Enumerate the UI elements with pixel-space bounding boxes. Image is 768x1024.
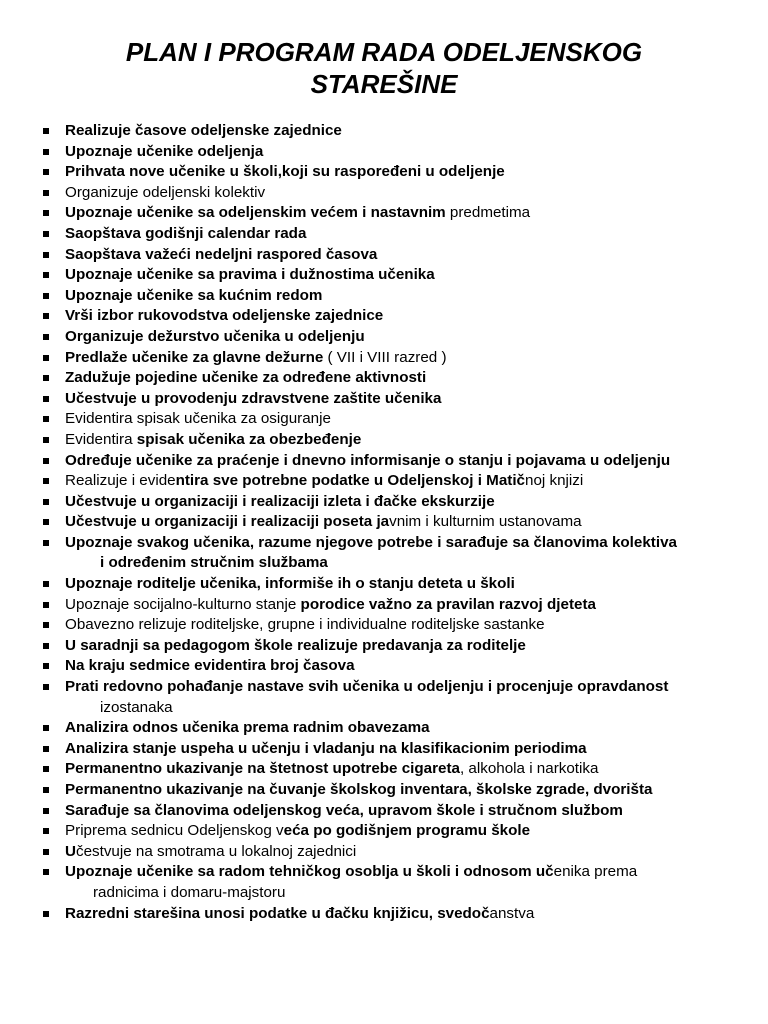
- item-text: Upoznaje učenike sa odeljenskim većem i nastavnim: [65, 204, 446, 222]
- list-item: [42, 862, 762, 903]
- square-bullet-icon: [43, 458, 49, 464]
- item-text-normal: ( VII i VIII razred ): [323, 348, 447, 366]
- item-text: Realizuje i evide: [65, 472, 176, 490]
- item-text: Prihvata nove učenike u školi,koji su raspoređeni u odeljenje: [65, 163, 505, 181]
- square-bullet-icon: [43, 643, 49, 649]
- item-text: Učestvuje u organizaciji i realizaciji poseta ja: [65, 513, 390, 531]
- item-text: Permanentno ukazivanje na čuvanje školskog inventara, školske zgrade, dvorišta: [65, 781, 653, 798]
- square-bullet-icon: [43, 416, 49, 422]
- list-item: [42, 245, 762, 266]
- item-text-normal: vnim i kulturnim ustanovama: [389, 513, 582, 531]
- item-text: U: [65, 842, 76, 860]
- square-bullet-icon: [43, 128, 49, 134]
- item-text: Prati redovno pohađanje nastave svih učenika u odeljenju i procenjuje opravdanost: [65, 678, 669, 696]
- list-item: [42, 224, 762, 245]
- item-text: Permanentno ukazivanje na štetnost upotrebe cigareta: [65, 760, 460, 778]
- list-item: [42, 821, 762, 842]
- list-item: [42, 842, 762, 863]
- item-text: Sarađuje sa članovima odeljenskog veća, upravom škole i stručnom službom: [65, 801, 623, 819]
- item-text: Evidentira spisak učenika za osiguranje: [65, 410, 331, 428]
- list-item: [42, 533, 762, 574]
- square-bullet-icon: [43, 355, 49, 361]
- item-text-continuation: i određenim stručnim službama: [100, 554, 328, 572]
- item-text: Upoznaje svakog učenika, razume njegove potrebe i sarađuje sa članovima kolektiva: [65, 533, 677, 551]
- page-title: [0, 36, 768, 100]
- list-item: [42, 451, 762, 472]
- item-text: Upoznaje roditelje učenika, informiše ih o stanju deteta u školi: [65, 575, 515, 593]
- item-text: Saopštava godišnji calendar rada: [65, 224, 307, 242]
- square-bullet-icon: [43, 210, 49, 216]
- square-bullet-icon: [43, 808, 49, 814]
- square-bullet-icon: [43, 293, 49, 299]
- list-item: [42, 306, 762, 327]
- list-item: [42, 121, 762, 142]
- item-text-normal: enika prema: [553, 863, 638, 881]
- square-bullet-icon: [43, 478, 49, 484]
- list-item: [42, 286, 762, 307]
- item-text: Organizuje odeljenski kolektiv: [65, 183, 266, 201]
- list-item: [42, 430, 762, 451]
- item-text: Priprema sednicu Odeljenskog v: [65, 822, 284, 840]
- list-item: [42, 203, 762, 224]
- item-text-bold: porodice važno za pravilan razvoj djeteta: [300, 595, 596, 613]
- item-text: Realizuje časove odeljenske zajednice: [65, 122, 342, 139]
- item-text: Evidentira: [65, 430, 137, 448]
- item-text: Upoznaje učenike sa pravima i dužnostima učenika: [65, 266, 435, 284]
- square-bullet-icon: [43, 911, 49, 917]
- list-item: [42, 636, 762, 657]
- list-item: [42, 595, 762, 616]
- list-item: [42, 471, 762, 492]
- task-list: [42, 121, 762, 924]
- item-text-normal: noj knjizi: [525, 472, 584, 490]
- item-text: Organizuje dežurstvo učenika u odeljenju: [65, 327, 365, 345]
- item-text-normal: anstva: [489, 904, 535, 922]
- list-item: [42, 801, 762, 822]
- list-item: [42, 615, 762, 636]
- list-item: [42, 780, 762, 801]
- item-text: Učestvuje u provodenju zdravstvene zaštite učenika: [65, 389, 442, 407]
- item-text: Zadužuje pojedine učenike za određene aktivnosti: [65, 369, 427, 387]
- list-item: [42, 265, 762, 286]
- item-text: Analizira stanje uspeha u učenju i vladanju na klasifikacionim periodima: [65, 739, 587, 757]
- list-item: [42, 142, 762, 163]
- square-bullet-icon: [43, 684, 49, 690]
- item-text-continuation: izostanaka: [100, 698, 173, 716]
- square-bullet-icon: [43, 396, 49, 402]
- item-text: Predlaže učenike za glavne dežurne: [65, 348, 324, 366]
- list-item: [42, 492, 762, 513]
- list-item: [42, 718, 762, 739]
- square-bullet-icon: [43, 272, 49, 278]
- item-text: U saradnji sa pedagogom škole realizuje predavanja za roditelje: [65, 636, 526, 654]
- item-text: Obavezno relizuje roditeljske, grupne i individualne roditeljske sastanke: [65, 616, 545, 634]
- square-bullet-icon: [43, 190, 49, 196]
- list-item: [42, 183, 762, 204]
- list-item: [42, 348, 762, 369]
- item-text: Upoznaje učenike sa kućnim redom: [65, 286, 323, 304]
- item-text-normal: , alkohola i narkotika: [459, 760, 599, 778]
- square-bullet-icon: [43, 149, 49, 155]
- square-bullet-icon: [43, 499, 49, 505]
- list-item: [42, 389, 762, 410]
- list-item: [42, 409, 762, 430]
- square-bullet-icon: [43, 313, 49, 319]
- square-bullet-icon: [43, 849, 49, 855]
- item-text: Upoznaje učenike sa radom tehničkog osoblja u školi i odnosom uč: [65, 863, 554, 881]
- item-text: Saopštava važeći nedeljni raspored časova: [65, 245, 378, 263]
- list-item: [42, 327, 762, 348]
- item-text-bold: spisak učenika za obezbeđenje: [136, 430, 362, 448]
- item-text-bold: eća po godišnjem programu škole: [283, 822, 531, 840]
- square-bullet-icon: [43, 869, 49, 875]
- item-text: Na kraju sedmice evidentira broj časova: [65, 657, 355, 675]
- item-text: Upoznaje socijalno-kulturno stanje: [65, 595, 301, 613]
- square-bullet-icon: [43, 725, 49, 731]
- list-item: [42, 656, 762, 677]
- square-bullet-icon: [43, 622, 49, 628]
- item-text: Upoznaje učenike odeljenja: [65, 142, 264, 160]
- list-item: [42, 677, 762, 718]
- square-bullet-icon: [43, 828, 49, 834]
- square-bullet-icon: [43, 519, 49, 525]
- item-text: Razredni starešina unosi podatke u đačku knjižicu, svedoč: [65, 904, 490, 922]
- square-bullet-icon: [43, 375, 49, 381]
- list-item: [42, 368, 762, 389]
- title-line-1: PLAN I PROGRAM RADA ODELJENSKOG: [125, 37, 643, 67]
- item-text-continuation: radnicima i domaru-majstoru: [93, 883, 286, 901]
- square-bullet-icon: [43, 663, 49, 669]
- list-item: [42, 162, 762, 183]
- item-text-normal: predmetima: [445, 204, 531, 222]
- item-text-normal: čestvuje na smotrama u lokalnoj zajednici: [75, 842, 357, 860]
- list-item: [42, 904, 762, 925]
- item-text: Određuje učenike za praćenje i dnevno informisanje o stanju i pojavama u odeljenju: [65, 451, 671, 469]
- square-bullet-icon: [43, 602, 49, 608]
- item-text: Analizira odnos učenika prema radnim obavezama: [65, 719, 430, 737]
- square-bullet-icon: [43, 766, 49, 772]
- square-bullet-icon: [43, 437, 49, 443]
- square-bullet-icon: [43, 334, 49, 340]
- square-bullet-icon: [43, 231, 49, 237]
- list-item: [42, 574, 762, 595]
- item-text: Vrši izbor rukovodstva odeljenske zajednice: [65, 307, 384, 325]
- list-item: [42, 759, 762, 780]
- square-bullet-icon: [43, 746, 49, 752]
- item-text-bold: ntira sve potrebne podatke u Odeljenskoj i Matič: [175, 472, 525, 490]
- item-text: Učestvuje u organizaciji i realizaciji izleta i đačke ekskurzije: [65, 492, 495, 510]
- list-item: [42, 739, 762, 760]
- list-item: [42, 512, 762, 533]
- square-bullet-icon: [43, 540, 49, 546]
- square-bullet-icon: [43, 252, 49, 258]
- title-line-2: STAREŠINE: [310, 69, 458, 99]
- square-bullet-icon: [43, 787, 49, 793]
- square-bullet-icon: [43, 581, 49, 587]
- square-bullet-icon: [43, 169, 49, 175]
